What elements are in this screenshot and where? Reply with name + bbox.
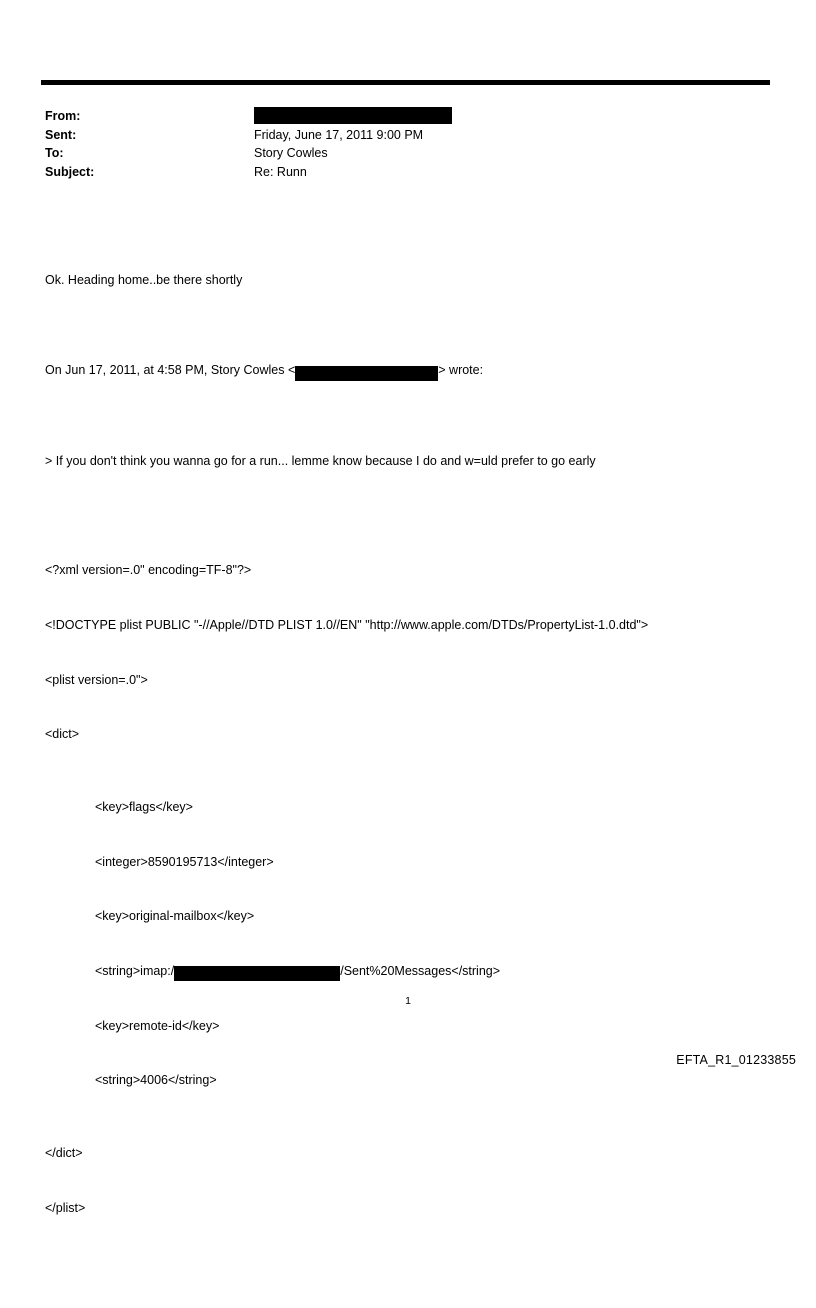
header-label-subject: Subject: [45, 164, 95, 179]
code-line-text: <key>original-mailbox</key> [95, 909, 255, 924]
header-label-sent: Sent: [45, 127, 77, 142]
code-line: </dict> [45, 1145, 83, 1160]
code-line-text: <string>4006</string> [95, 1073, 217, 1088]
imap-suffix: /Sent%20Messages</string> [340, 963, 501, 978]
header-divider-rule [41, 80, 770, 85]
bates-number: EFTA_R1_01233855 [676, 1053, 796, 1067]
plist-code-block [45, 525, 785, 1253]
imap-prefix: <string>imap:/ [95, 963, 175, 978]
redaction-box-sender-address [295, 366, 438, 381]
code-line: <dict> [45, 727, 80, 742]
code-line-indented [45, 907, 785, 925]
redaction-box-imap-host [174, 966, 340, 981]
header-value-from [254, 107, 774, 126]
header-label-to: To: [45, 146, 64, 160]
email-body [45, 216, 785, 1308]
code-line-indented [45, 798, 785, 816]
code-line-imap-redacted [45, 962, 785, 980]
redaction-box-from [254, 107, 452, 124]
reply-text: Ok. Heading home..be there shortly [45, 272, 243, 287]
code-line-indented [45, 853, 785, 871]
code-line-text: <integer>8590195713</integer> [95, 854, 274, 869]
code-line-text: <key>flags</key> [95, 800, 193, 815]
quoted-attribution-line [45, 361, 785, 379]
code-line: <?xml version=.0" encoding=TF-8"?> [45, 563, 252, 578]
quoted-message-line: > If you don't think you wanna go for a run... lemme know because I do and w=uld prefer to go early [45, 454, 596, 469]
header-row-from [45, 107, 774, 126]
page-number: 1 [405, 995, 411, 1007]
header-value-sent: Friday, June 17, 2011 9:00 PM [254, 127, 424, 142]
quoted-attribution-prefix: On Jun 17, 2011, at 4:58 PM, Story Cowles < [45, 363, 296, 378]
code-line: <plist version=.0"> [45, 672, 148, 687]
code-line-indented [45, 1071, 785, 1089]
header-row-to [45, 144, 774, 163]
header-label-from: From: [45, 109, 81, 123]
code-line: <!DOCTYPE plist PUBLIC "-//Apple//DTD PLIST 1.0//EN" "http://www.apple.com/DTDs/PropertyList-1.0.dtd"> [45, 618, 649, 633]
header-value-subject: Re: Runn [254, 164, 307, 179]
code-line-text: <key>remote-id</key> [95, 1018, 220, 1033]
header-row-subject [45, 163, 774, 182]
code-line-indented [45, 1017, 785, 1035]
header-row-sent [45, 126, 774, 145]
quoted-attribution-suffix: > wrote: [438, 363, 484, 378]
email-header-block [45, 107, 774, 181]
code-line: </plist> [45, 1200, 86, 1215]
header-value-to: Story Cowles [254, 146, 328, 160]
